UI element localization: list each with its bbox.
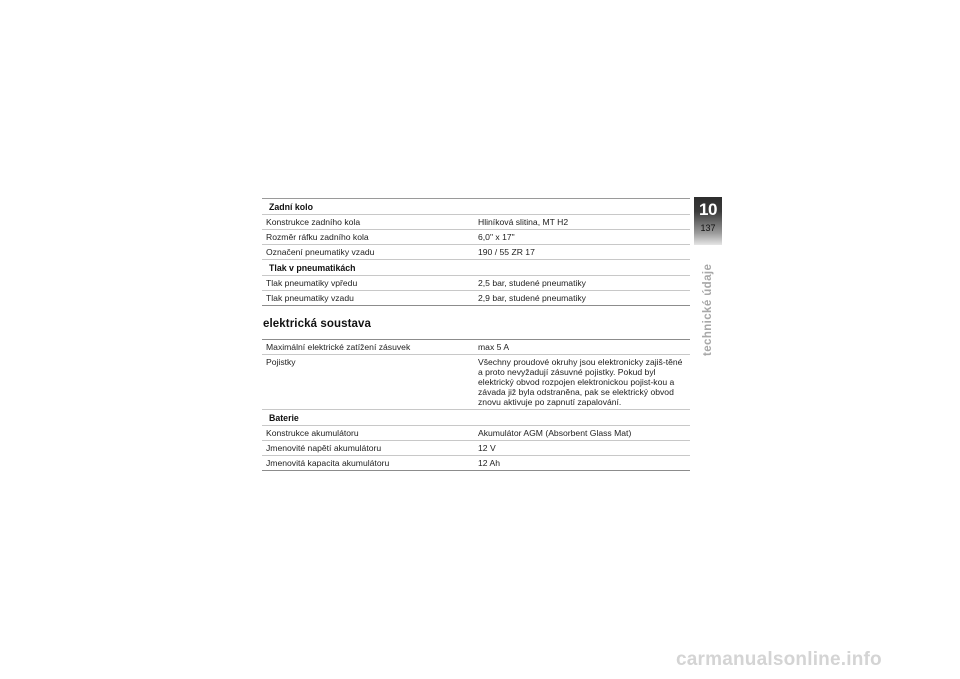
table-row: [262, 426, 690, 441]
spec-value: 6,0" x 17": [474, 230, 690, 245]
rear-wheel-heading: Zadní kolo: [262, 199, 690, 215]
spec-label: Jmenovitá kapacita akumulátoru: [262, 456, 474, 471]
section-title: elektrická soustava: [263, 318, 372, 330]
table-row: [262, 276, 690, 291]
spec-label: Konstrukce zadního kola: [262, 215, 474, 230]
tyre-pressure-heading: Tlak v pneumatikách: [262, 260, 690, 276]
chapter-label-text: technické údaje: [702, 263, 714, 356]
spec-label: Jmenovité napětí akumulátoru: [262, 441, 474, 456]
spec-label: Tlak pneumatiky vpředu: [262, 276, 474, 291]
table-row: [262, 456, 690, 471]
spec-label: Rozměr ráfku zadního kola: [262, 230, 474, 245]
battery-heading: Baterie: [262, 410, 690, 426]
electrical-table: [262, 339, 690, 471]
wheel-tyre-table: [262, 198, 690, 306]
chapter-number: 10: [699, 200, 717, 219]
spec-label: Maximální elektrické zatížení zásuvek: [262, 340, 474, 355]
spec-label: Konstrukce akumulátoru: [262, 426, 474, 441]
rear-wheel-heading-row: [262, 199, 690, 215]
tyre-pressure-heading-row: [262, 260, 690, 276]
chapter-label: [700, 263, 716, 368]
table-row: [262, 355, 690, 410]
spec-value: Hliníková slitina, MT H2: [474, 215, 690, 230]
table-row: [262, 215, 690, 230]
battery-heading-row: [262, 410, 690, 426]
spec-value: 12 Ah: [474, 456, 690, 471]
spec-label: Pojistky: [262, 355, 474, 410]
spec-value: 12 V: [474, 441, 690, 456]
spec-label: Tlak pneumatiky vzadu: [262, 291, 474, 306]
table-row: [262, 291, 690, 306]
spec-value: 2,5 bar, studené pneumatiky: [474, 276, 690, 291]
watermark: carmanualsonline.info: [676, 649, 882, 670]
spec-value: Akumulátor AGM (Absorbent Glass Mat): [474, 426, 690, 441]
spec-label: Označení pneumatiky vzadu: [262, 245, 474, 260]
spec-value: 190 / 55 ZR 17: [474, 245, 690, 260]
spec-value: max 5 A: [474, 340, 690, 355]
page-number: 137: [700, 223, 716, 233]
table-row: [262, 340, 690, 355]
chapter-tab: [694, 197, 722, 245]
table-row: [262, 441, 690, 456]
table-row: [262, 230, 690, 245]
table-row: [262, 245, 690, 260]
spec-value: Všechny proudové okruhy jsou elektronicky zajiš-těné a proto nevyžadují zásuvné pojistky. Pokud byl elektrický obvod rozpojen elektronickou pojist-kou a závada již byla odstraněna, pak se elektrický obvod znovu aktivuje po zapnutí zapalování.: [474, 355, 690, 410]
spec-content: [262, 198, 690, 471]
spec-value: 2,9 bar, studené pneumatiky: [474, 291, 690, 306]
